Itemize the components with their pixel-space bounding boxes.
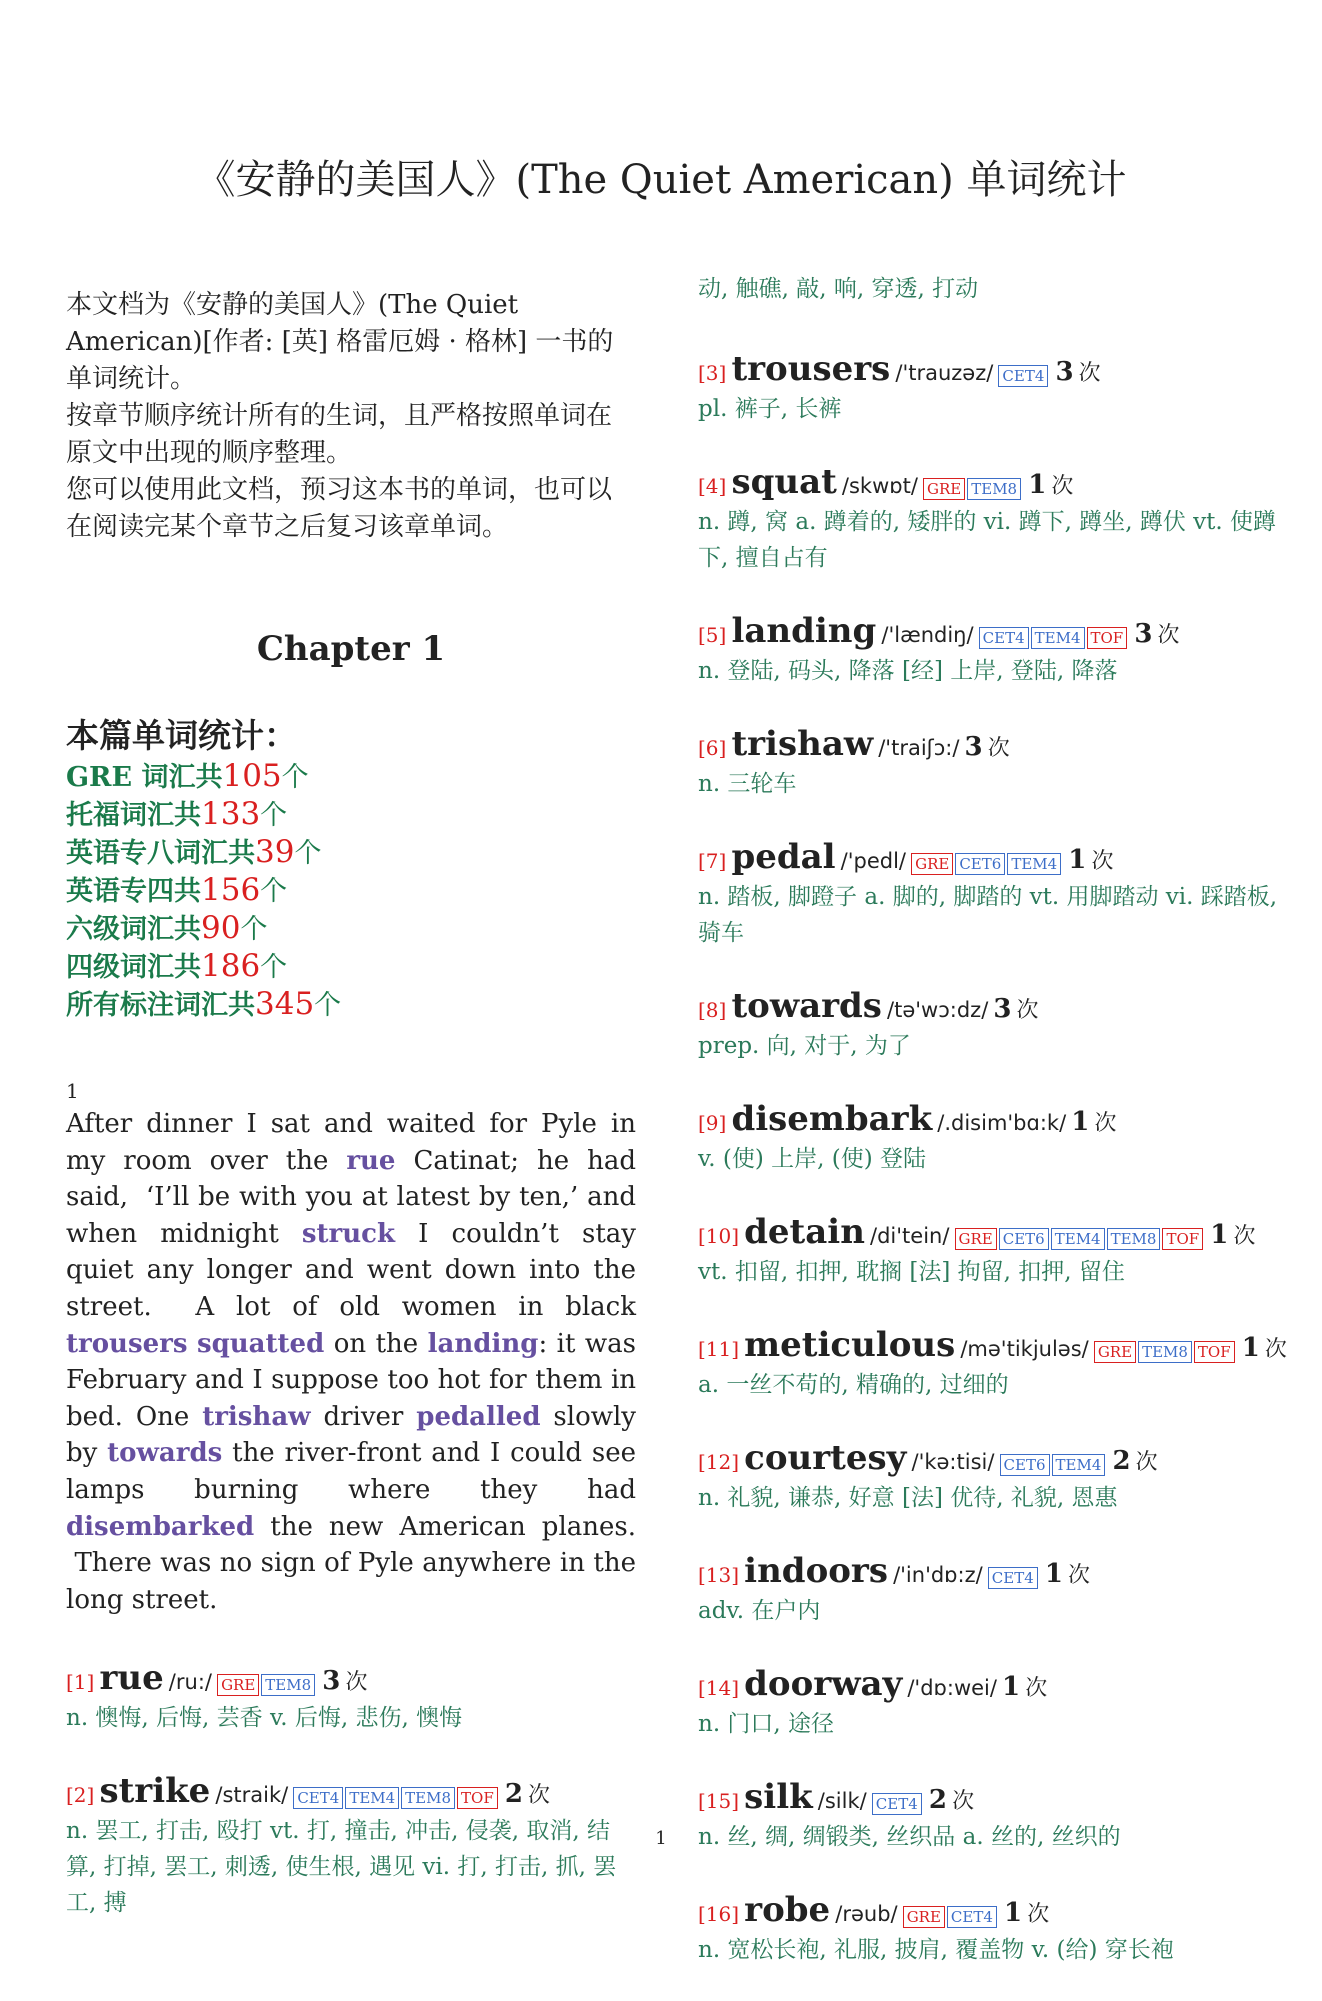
- entry-count: 1: [1028, 470, 1047, 500]
- exam-tag-badge: GRE: [903, 1906, 945, 1928]
- entry-count-unit: 次: [1051, 474, 1074, 499]
- vocab-entry: [698, 347, 1278, 427]
- entry-index: [15]: [698, 1789, 740, 1813]
- exam-tag-badge: GRE: [217, 1674, 259, 1696]
- exam-tag-badge: TOF: [1087, 627, 1128, 649]
- stat-row: [66, 796, 636, 834]
- highlighted-word: rue: [346, 1145, 396, 1176]
- exam-tag-badge: TOF: [1194, 1341, 1235, 1363]
- vocab-entry: [698, 609, 1278, 689]
- exam-tag-badge: TEM8: [261, 1674, 315, 1696]
- entry-word: squat: [731, 462, 837, 502]
- vocab-entry-header: [698, 1436, 1278, 1480]
- entry-word: meticulous: [744, 1325, 956, 1365]
- entry-count-unit: 次: [952, 1789, 975, 1814]
- entry-word: detain: [744, 1212, 865, 1252]
- entry-count-unit: 次: [1016, 998, 1039, 1023]
- definition-continuation: 动, 触礁, 敲, 响, 穿透, 打动: [698, 276, 979, 302]
- exam-tag-badge: CET4: [293, 1787, 343, 1809]
- vocab-entry: [698, 1662, 1278, 1742]
- entry-phonetic: /.disim'bɑ:k/: [937, 1111, 1067, 1135]
- exam-tag-badge: GRE: [923, 478, 965, 500]
- exam-tag-badge: TEM8: [967, 478, 1021, 500]
- left-column: [66, 287, 636, 1954]
- entry-phonetic: /'lændiŋ/: [881, 623, 974, 647]
- entry-count-unit: 次: [1091, 849, 1114, 874]
- entry-index: [13]: [698, 1563, 740, 1587]
- highlighted-word: towards: [107, 1438, 223, 1469]
- entry-word: towards: [731, 986, 882, 1026]
- entry-index: [6]: [698, 736, 727, 760]
- vocab-list-left: [66, 1656, 636, 1921]
- entry-definition: n. 丝, 绸, 绸锻类, 丝织品 a. 丝的, 丝织的: [698, 1824, 1121, 1850]
- entry-index: [7]: [698, 849, 727, 873]
- intro-line-2: 按章节顺序统计所有的生词，且严格按照单词在原文中出现的顺序整理。: [66, 401, 613, 468]
- vocab-entry-header: [66, 1769, 636, 1813]
- stat-row: [66, 986, 636, 1024]
- vocab-entry-header: [698, 1323, 1287, 1367]
- entry-definition: pl. 裤子, 长裤: [698, 396, 842, 422]
- exam-tag-badge: GRE: [911, 853, 953, 875]
- entry-count: 1: [1071, 1107, 1090, 1137]
- entry-phonetic: /skwɒt/: [841, 474, 918, 498]
- entry-phonetic: /'trauzəz/: [895, 361, 994, 385]
- vocab-entry: [698, 722, 1278, 802]
- stat-count: 105: [222, 758, 282, 794]
- entry-count: 3: [1134, 619, 1153, 649]
- entry-phonetic: /silk/: [817, 1789, 867, 1813]
- entry-definition: n. 三轮车: [698, 771, 797, 797]
- vocab-entry: [698, 460, 1278, 576]
- entry-definition: n. 懊悔, 后悔, 芸香 v. 后悔, 悲伤, 懊悔: [66, 1705, 463, 1732]
- entry-index: [4]: [698, 474, 727, 498]
- entry-count-unit: 次: [345, 1670, 368, 1696]
- entry-phonetic: /'traiʃɔ:/: [878, 736, 960, 760]
- vocab-entry: [698, 1888, 1278, 1968]
- entry-word: doorway: [744, 1664, 903, 1704]
- stat-unit: 个: [260, 800, 288, 831]
- stat-row: [66, 872, 636, 910]
- stat-label: 英语专四共: [66, 876, 201, 907]
- stat-unit: 个: [260, 876, 288, 907]
- vocab-entry: [698, 984, 1278, 1064]
- entry-count: 1: [1044, 1559, 1063, 1589]
- stat-count: 186: [201, 948, 261, 984]
- entry-word: landing: [731, 611, 877, 651]
- intro-line-3: 您可以使用此文档，预习这本书的单词，也可以在阅读完某个章节之后复习该章单词。: [66, 475, 613, 542]
- stat-count: 133: [201, 796, 261, 832]
- entry-word: pedal: [731, 837, 836, 877]
- stat-label: 六级词汇共: [66, 914, 201, 945]
- stat-count: 156: [201, 872, 261, 908]
- exam-tag-badge: TEM4: [1031, 627, 1085, 649]
- entry-count: 1: [1068, 845, 1087, 875]
- vocab-entry-header: [698, 609, 1278, 653]
- page-number: 1: [655, 1828, 667, 1849]
- entry-word: trishaw: [731, 724, 874, 764]
- entry-index: [16]: [698, 1902, 740, 1926]
- exam-tag-badge: TEM8: [1138, 1341, 1192, 1363]
- exam-tag-badge: TEM8: [401, 1787, 455, 1809]
- vocab-entry-header: [698, 984, 1278, 1028]
- vocab-entry-header: [698, 1888, 1278, 1932]
- entry-index: [11]: [698, 1337, 740, 1361]
- exam-tag-badge: CET6: [999, 1228, 1049, 1250]
- stat-unit: 个: [281, 762, 309, 793]
- entry-count: 1: [1004, 1898, 1023, 1928]
- entry-word: trousers: [731, 349, 891, 389]
- entry-count: 1: [1002, 1672, 1021, 1702]
- exam-tag-badge: GRE: [1094, 1341, 1136, 1363]
- stat-count: 345: [255, 986, 315, 1022]
- entry-count: 2: [504, 1779, 523, 1810]
- entry-index: [3]: [698, 361, 727, 385]
- vocab-entry: [698, 1323, 1287, 1403]
- vocab-entry: [698, 1097, 1278, 1177]
- exam-tag-badge: CET6: [1000, 1454, 1050, 1476]
- entry-count: 3: [322, 1666, 341, 1697]
- entry-definition: n. 蹲, 窝 a. 蹲着的, 矮胖的 vi. 蹲下, 蹲坐, 蹲伏 vt. 使蹲下, 擅自占有: [698, 509, 1277, 571]
- highlighted-word: disembarked: [66, 1511, 255, 1542]
- stat-unit: 个: [314, 990, 342, 1021]
- stat-row: [66, 758, 636, 796]
- stat-unit: 个: [294, 838, 322, 869]
- exam-tag-badge: CET4: [988, 1567, 1038, 1589]
- stat-row: [66, 834, 636, 872]
- entry-definition: n. 罢工, 打击, 殴打 vt. 打, 撞击, 冲击, 侵袭, 取消, 结算, 打掉, 罢工, 刺透, 使生根, 遇见 vi. 打, 打击, 抓, 罢工, 搏: [66, 1818, 617, 1917]
- entry-word: courtesy: [744, 1438, 907, 1478]
- entry-index: [2]: [66, 1783, 95, 1808]
- vocab-entry-header: [698, 1097, 1278, 1141]
- exam-tag-badge: TEM4: [1007, 853, 1061, 875]
- exam-tag-badge: TEM8: [1107, 1228, 1161, 1250]
- highlighted-word: squatted: [196, 1328, 325, 1359]
- entry-count-unit: 次: [1233, 1224, 1256, 1249]
- intro-line-1: 本文档为《安静的美国人》(The Quiet American)[作者: [英] 格雷厄姆 · 格林] 一书的单词统计。: [66, 290, 614, 394]
- vocab-list-right: [698, 347, 1287, 1968]
- entry-count-unit: 次: [1025, 1676, 1048, 1701]
- entry-phonetic: /'in'dɒ:z/: [893, 1563, 983, 1587]
- exam-tag-badge: CET6: [955, 853, 1005, 875]
- stat-label: 所有标注词汇共: [66, 990, 255, 1021]
- entry-definition: n. 踏板, 脚蹬子 a. 脚的, 脚踏的 vt. 用脚踏动 vi. 踩踏板, 骑车: [698, 884, 1278, 946]
- exam-tag-badge: TOF: [1162, 1228, 1203, 1250]
- exam-tag-badge: GRE: [955, 1228, 997, 1250]
- exam-tag-badge: TEM4: [345, 1787, 399, 1809]
- entry-count: 3: [964, 732, 983, 762]
- vocab-entry: [66, 1656, 636, 1736]
- entry-count: 3: [1055, 357, 1074, 387]
- entry-count-unit: 次: [1157, 623, 1180, 648]
- vocab-entry-header: [698, 722, 1278, 766]
- entry-definition: a. 一丝不苟的, 精确的, 过细的: [698, 1372, 1009, 1398]
- exam-tag-badge: CET4: [979, 627, 1029, 649]
- entry-phonetic: /ru:/: [168, 1670, 212, 1695]
- entry-phonetic: /rəub/: [835, 1902, 898, 1926]
- document-title: 《安静的美国人》(The Quiet American) 单词统计: [195, 157, 1127, 203]
- vocab-entry-header: [66, 1656, 636, 1700]
- entry-definition: adv. 在户内: [698, 1598, 821, 1624]
- entry-phonetic: /mə'tikjuləs/: [960, 1337, 1089, 1361]
- vocab-entry: [698, 1549, 1278, 1629]
- entry-count: 2: [928, 1785, 947, 1815]
- entry-index: [5]: [698, 623, 727, 647]
- entry-word: disembark: [731, 1099, 933, 1139]
- vocab-entry-header: [698, 1549, 1278, 1593]
- entry-count-unit: 次: [1135, 1450, 1158, 1475]
- stat-row: [66, 910, 636, 948]
- entry-definition: n. 礼貌, 谦恭, 好意 [法] 优待, 礼貌, 恩惠: [698, 1485, 1118, 1511]
- entry-count: 1: [1210, 1220, 1229, 1250]
- entry-index: [14]: [698, 1676, 740, 1700]
- exam-tag-badge: CET4: [998, 365, 1048, 387]
- entry-definition: prep. 向, 对于, 为了: [698, 1033, 911, 1059]
- stat-unit: 个: [260, 952, 288, 983]
- entry-count-unit: 次: [1027, 1902, 1050, 1927]
- entry-count-unit: 次: [1264, 1337, 1287, 1362]
- highlighted-word: pedalled: [416, 1401, 541, 1432]
- entry-phonetic: /di'tein/: [870, 1224, 950, 1248]
- entry-index: [8]: [698, 998, 727, 1022]
- stat-row: [66, 948, 636, 986]
- entry-count: 3: [993, 994, 1012, 1024]
- exam-tag-badge: TEM4: [1052, 1454, 1106, 1476]
- vocab-entry: [698, 1210, 1278, 1290]
- entry-word: robe: [744, 1890, 831, 1930]
- entry-index: [10]: [698, 1224, 740, 1248]
- vocab-entry-header: [698, 1210, 1278, 1254]
- entry-count-unit: 次: [1094, 1111, 1117, 1136]
- vocab-entry-header: [698, 347, 1278, 391]
- stat-label: 英语专八词汇共: [66, 838, 255, 869]
- vocab-entry: [698, 835, 1278, 951]
- vocab-entry-header: [698, 1775, 1278, 1819]
- entry-phonetic: /tə'wɔ:dz/: [887, 998, 989, 1022]
- entry-index: [12]: [698, 1450, 740, 1474]
- vocab-entry-header: [698, 460, 1278, 504]
- entry-definition: n. 登陆, 码头, 降落 [经] 上岸, 登陆, 降落: [698, 658, 1118, 684]
- entry-phonetic: /straik/: [215, 1783, 289, 1808]
- stat-unit: 个: [240, 914, 268, 945]
- exam-tag-badge: TOF: [457, 1787, 498, 1809]
- exam-tag-badge: CET4: [947, 1906, 997, 1928]
- vocab-entry-header: [698, 835, 1278, 879]
- chapter-heading: Chapter 1: [256, 629, 446, 669]
- entry-phonetic: /'pedl/: [840, 849, 906, 873]
- stats-list: [66, 758, 636, 1024]
- entry-word: indoors: [744, 1551, 888, 1591]
- stat-label: GRE 词汇共: [66, 762, 223, 793]
- highlighted-word: landing: [427, 1328, 539, 1359]
- exam-tag-badge: CET4: [872, 1793, 922, 1815]
- entry-count-unit: 次: [1068, 1563, 1091, 1588]
- vocab-entry: [698, 1436, 1278, 1516]
- highlighted-word: struck: [301, 1218, 395, 1249]
- entry-index: [9]: [698, 1111, 727, 1135]
- stat-count: 39: [255, 834, 295, 870]
- right-column: [698, 276, 1287, 2001]
- entry-count-unit: 次: [987, 736, 1010, 761]
- entry-definition: v. (使) 上岸, (使) 登陆: [698, 1146, 927, 1172]
- entry-definition: n. 门口, 途径: [698, 1711, 835, 1737]
- exam-tag-badge: TEM4: [1051, 1228, 1105, 1250]
- entry-count: 2: [1112, 1446, 1131, 1476]
- highlighted-word: trousers: [66, 1328, 188, 1359]
- chapter-paragraph: After dinner I sat and waited for Pyle in my room over the rue Catinat; he had said, ‘I’ll be with you at latest by ten,’ and when midnight struck I couldn’t stay quiet any longer and went down into the street. A lot of old women in black trousers squatted on the landing: it was February and I suppose too hot for them in bed. One trishaw driver pedalled slowly by towards the river-front and I could see lamps burning where they had disembarked the new American planes. There was no sign of Pyle anywhere in the long street.: [66, 1109, 637, 1615]
- entry-index: [1]: [66, 1670, 95, 1695]
- entry-phonetic: /'dɒ:wei/: [907, 1676, 997, 1700]
- entry-word: strike: [99, 1771, 211, 1812]
- entry-phonetic: /'kə:tisi/: [911, 1450, 995, 1474]
- entry-count-unit: 次: [528, 1783, 551, 1809]
- entry-word: rue: [99, 1658, 164, 1699]
- stats-title: 本篇单词统计：: [66, 716, 297, 755]
- highlighted-word: trishaw: [202, 1401, 311, 1432]
- entry-count: 1: [1241, 1333, 1260, 1363]
- stat-count: 90: [201, 910, 241, 946]
- entry-word: silk: [744, 1777, 813, 1817]
- entry-definition: n. 宽松长袍, 礼服, 披肩, 覆盖物 v. (给) 穿长袍: [698, 1937, 1174, 1963]
- stat-label: 托福词汇共: [66, 800, 201, 831]
- entry-definition: vt. 扣留, 扣押, 耽搁 [法] 拘留, 扣押, 留住: [698, 1259, 1125, 1285]
- entry-count-unit: 次: [1078, 361, 1101, 386]
- intro-section: [66, 287, 636, 546]
- vocab-entry-header: [698, 1662, 1278, 1706]
- stat-label: 四级词汇共: [66, 952, 201, 983]
- paragraph-number: 1: [66, 1079, 79, 1103]
